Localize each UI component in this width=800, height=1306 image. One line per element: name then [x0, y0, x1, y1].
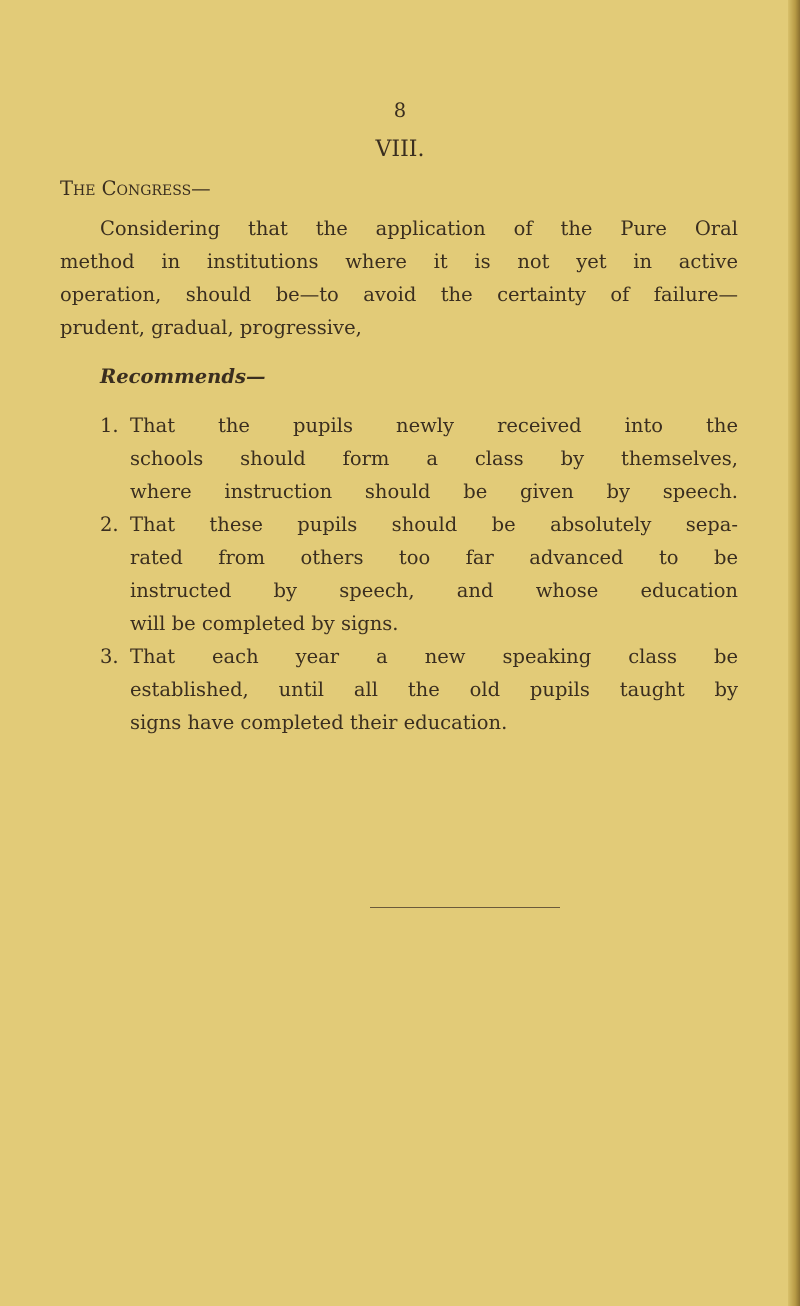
- item-number: 3.: [100, 645, 119, 668]
- item-line: That these pupils should be absolutely sepa-: [130, 513, 738, 536]
- item-line: That each year a new speaking class be: [130, 645, 738, 668]
- item-line: schools should form a class by themselves,: [130, 447, 738, 470]
- intro-line: operation, should be—to avoid the certainty of failure—: [60, 283, 738, 306]
- item-line: will be completed by signs.: [130, 612, 399, 635]
- section-divider: [370, 907, 560, 908]
- heading: The Congress—: [60, 177, 211, 200]
- recommends-label: Recommends—: [100, 365, 266, 388]
- section-number: VIII.: [375, 137, 425, 162]
- intro-line: method in institutions where it is not yet in active: [60, 250, 738, 273]
- item-line: where instruction should be given by speech.: [130, 480, 738, 503]
- item-number: 1.: [100, 414, 119, 437]
- item-line: established, until all the old pupils taught by: [130, 678, 738, 701]
- page-number: 8: [393, 99, 407, 122]
- item-line: rated from others too far advanced to be: [130, 546, 738, 569]
- item-line: instructed by speech, and whose education: [130, 579, 738, 602]
- intro-line: Considering that the application of the Pure Oral: [100, 217, 738, 240]
- intro-line: prudent, gradual, progressive,: [60, 316, 362, 339]
- page-edge-shadow: [788, 0, 800, 1306]
- item-line: That the pupils newly received into the: [130, 414, 738, 437]
- item-number: 2.: [100, 513, 119, 536]
- item-line: signs have completed their education.: [130, 711, 508, 734]
